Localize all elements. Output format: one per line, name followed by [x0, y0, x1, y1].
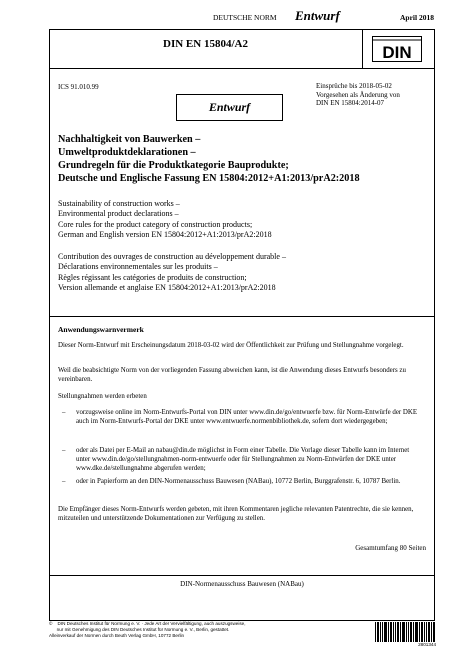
standards-body-label: DEUTSCHE NORM [213, 13, 277, 22]
comments-intro: Stellungnahmen werden erbeten [58, 393, 147, 400]
header-status: Entwurf [295, 8, 340, 23]
title-de-line: Deutsche und Englische Fassung EN 15804:2012+A1:2013/prA2:2018 [58, 173, 360, 184]
title-german [58, 133, 428, 185]
divider [49, 68, 435, 69]
title-fr-line: Version allemande et anglaise EN 15804:2012+A1:2013/prA2:2018 [58, 282, 276, 292]
list-item-text: vorzugsweise online im Norm-Entwurfs-Portal von DIN unter www.din.de/go/entwuerfe bzw. für Norm-Entwürfe der DKE auch im Norm-Entwurfs-Portal der DKE unter www.entwuerfe.normenbibliothek.de, sofern dort wiedergegeben; [76, 409, 418, 426]
title-en-line: German and English version EN 15804:2012+A1:2013/prA2:2018 [58, 229, 272, 239]
copyright-line: nur mit Genehmigung des DIN Deutsches Institut für Normung e. V., Berlin, gestattet. [49, 627, 230, 632]
list-item-text: oder als Datei per E-Mail an nabau@din.de möglichst in Form einer Tabelle. Die Vorlage dieser Tabelle kann im Internet unter www.din.de/go/stellungnahmen-norm-entwuerfe oder für Stellungnahmen zu Norm-Entwürfen der DKE unter www.dke.de/stellungnahme abgerufen werden; [76, 447, 410, 473]
patent-notice: Die Empfänger dieses Norm-Entwurfs werden gebeten, mit ihren Kommentaren jegliche relevanten Patentrechte, die sie kennen, mitzuteilen und unterstützende Dokumentationen zur Verfügung zu stellen. [58, 506, 414, 523]
copyright-line: © DIN Deutsches Institut für Normung e. V. · Jede Art der Vervielfältigung, auch auszugsweise, [49, 621, 246, 626]
warning-heading: Anwendungswarnvermerk [58, 325, 144, 334]
objection-info [316, 82, 426, 108]
bullet-dash: – [62, 409, 66, 416]
title-de-line: Umweltproduktdeklarationen – [58, 147, 196, 158]
document-number: DIN EN 15804/A2 [163, 38, 248, 50]
bullet-dash: – [62, 447, 66, 454]
copyright-line: Alleinverkauf der Normen durch Beuth Verlag GmbH, 10772 Berlin [49, 633, 185, 638]
list-item [62, 477, 422, 486]
title-english [58, 199, 428, 240]
list-item [62, 408, 422, 426]
total-pages: Gesamtumfang 80 Seiten [355, 544, 426, 552]
barcode [375, 622, 435, 642]
title-en-line: Sustainability of construction works – [58, 199, 180, 208]
list-item [62, 446, 422, 474]
divider [49, 316, 435, 317]
title-de-line: Nachhaltigkeit von Bauwerken – [58, 134, 201, 145]
title-french [58, 252, 428, 293]
title-fr-line: Contribution des ouvrages de construction au développement durable – [58, 252, 286, 261]
ics-code: ICS 91.010.99 [58, 83, 99, 91]
draft-label: Entwurf [208, 100, 251, 114]
title-de-line: Grundregeln für die Produktkategorie Bauprodukte; [58, 160, 289, 171]
title-en-line: Environmental product declarations – [58, 209, 179, 219]
title-fr-line: Déclarations environnementales sur les produits – [58, 262, 218, 272]
title-en-line: Core rules for the product category of construction products; [58, 219, 253, 229]
draft-label-box [176, 94, 283, 121]
header-date: April 2018 [400, 13, 434, 22]
divider [49, 575, 435, 576]
divider [362, 29, 363, 68]
reference-number: 2801344 [418, 642, 436, 647]
warning-paragraph: Dieser Norm-Entwurf mit Erscheinungsdatum 2018-03-02 wird der Öffentlichkeit zur Prüfung und Stellungnahme vorgelegt. [58, 342, 404, 349]
warning-paragraph: Weil die beabsichtigte Norm von der vorliegenden Fassung abweichen kann, ist die Anwendung dieses Entwurfs besonders zu vereinbaren. [58, 367, 406, 384]
objection-intended: Vorgesehen als Änderung von [316, 90, 400, 99]
title-fr-line: Règles régissant les catégories de produits de construction; [58, 272, 247, 282]
din-logo [372, 36, 422, 62]
copyright-notice [49, 621, 349, 639]
objection-deadline: Einsprüche bis 2018-05-02 [316, 82, 392, 90]
committee-name: DIN-Normenausschuss Bauwesen (NABau) [180, 580, 304, 588]
objection-replaces: DIN EN 15804:2014-07 [316, 99, 385, 108]
bullet-dash: – [62, 478, 66, 485]
din-logo-text: DIN [382, 43, 412, 62]
list-item-text: oder in Papierform an den DIN-Normenausschuss Bauwesen (NABau), 10772 Berlin, Burggrafenstr. 6, 10787 Berlin. [76, 478, 401, 485]
